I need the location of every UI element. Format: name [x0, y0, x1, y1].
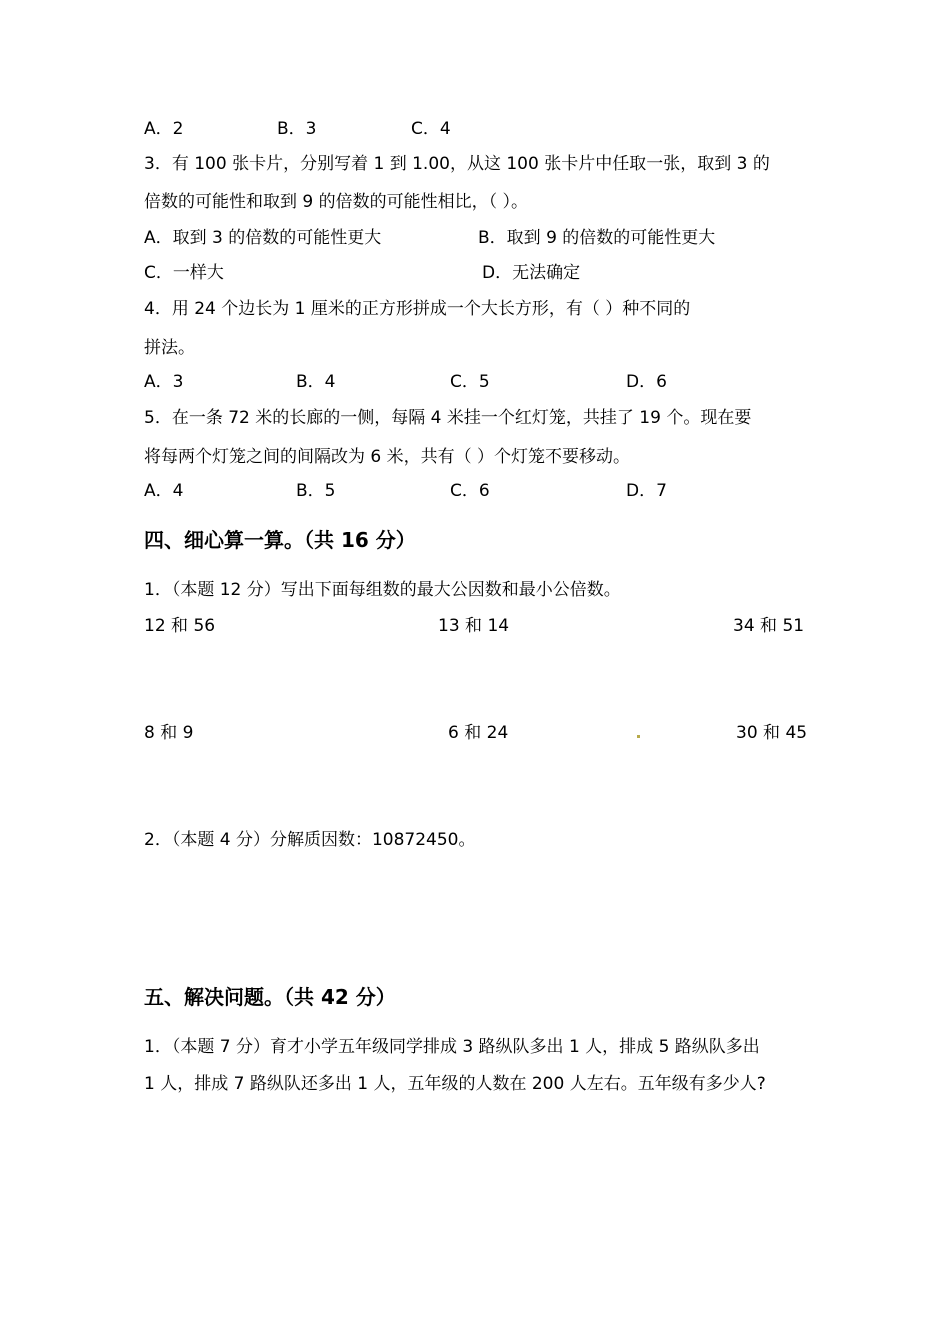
section-4-problem-1: 1．（本题 12 分）写出下面每组数的最大公因数和最小公倍数。 [144, 580, 621, 600]
q4-option-b: B．4 [296, 372, 336, 392]
q4-option-a: A．3 [144, 372, 184, 392]
number-pair-6-24: 6 和 24 [448, 723, 509, 743]
number-pair-34-51: 34 和 51 [733, 616, 805, 636]
q5-option-a: A．4 [144, 481, 184, 501]
q4-line-2: 拼法。 [144, 338, 195, 358]
q2-option-a: A．2 [144, 119, 184, 139]
q3-line-1: 3．有 100 张卡片，分别写着 1 到 1.00，从这 100 张卡片中任取一张，取到 3 的 [144, 154, 770, 174]
q5-line-1: 5．在一条 72 米的长廊的一侧，每隔 4 米挂一个红灯笼，共挂了 19 个。现在要 [144, 408, 752, 428]
q5-line-2: 将每两个灯笼之间的间隔改为 6 米，共有（ ）个灯笼不要移动。 [144, 447, 631, 467]
section-5-problem-1-line-1: 1．（本题 7 分）育才小学五年级同学排成 3 路纵队多出 1 人，排成 5 路纵队多出 [144, 1037, 760, 1057]
number-pair-30-45: 30 和 45 [736, 723, 808, 743]
number-pair-12-56: 12 和 56 [144, 616, 216, 636]
section-5-problem-1-line-2: 1 人，排成 7 路纵队还多出 1 人，五年级的人数在 200 人左右。五年级有多少人? [144, 1074, 766, 1094]
q5-option-c: C．6 [450, 481, 490, 501]
q3-option-d: D．无法确定 [482, 263, 581, 283]
q3-option-c: C．一样大 [144, 263, 224, 283]
q2-option-c: C．4 [411, 119, 451, 139]
q3-line-2: 倍数的可能性和取到 9 的倍数的可能性相比，（ ）。 [144, 192, 529, 212]
section-4-heading: 四、细心算一算。（共 16 分） [144, 528, 416, 552]
q4-option-c: C．5 [450, 372, 490, 392]
section-4-problem-2: 2．（本题 4 分）分解质因数：10872450。 [144, 830, 476, 850]
q3-option-a: A．取到 3 的倍数的可能性更大 [144, 228, 382, 248]
number-pair-13-14: 13 和 14 [438, 616, 510, 636]
stray-mark [637, 735, 640, 738]
q5-option-d: D．7 [626, 481, 667, 501]
q3-option-b: B．取到 9 的倍数的可能性更大 [478, 228, 716, 248]
q4-option-d: D．6 [626, 372, 667, 392]
section-5-heading: 五、解决问题。（共 42 分） [144, 985, 396, 1009]
q2-option-b: B．3 [277, 119, 317, 139]
q5-option-b: B．5 [296, 481, 336, 501]
q4-line-1: 4．用 24 个边长为 1 厘米的正方形拼成一个大长方形，有（ ）种不同的 [144, 299, 691, 319]
number-pair-8-9: 8 和 9 [144, 723, 194, 743]
